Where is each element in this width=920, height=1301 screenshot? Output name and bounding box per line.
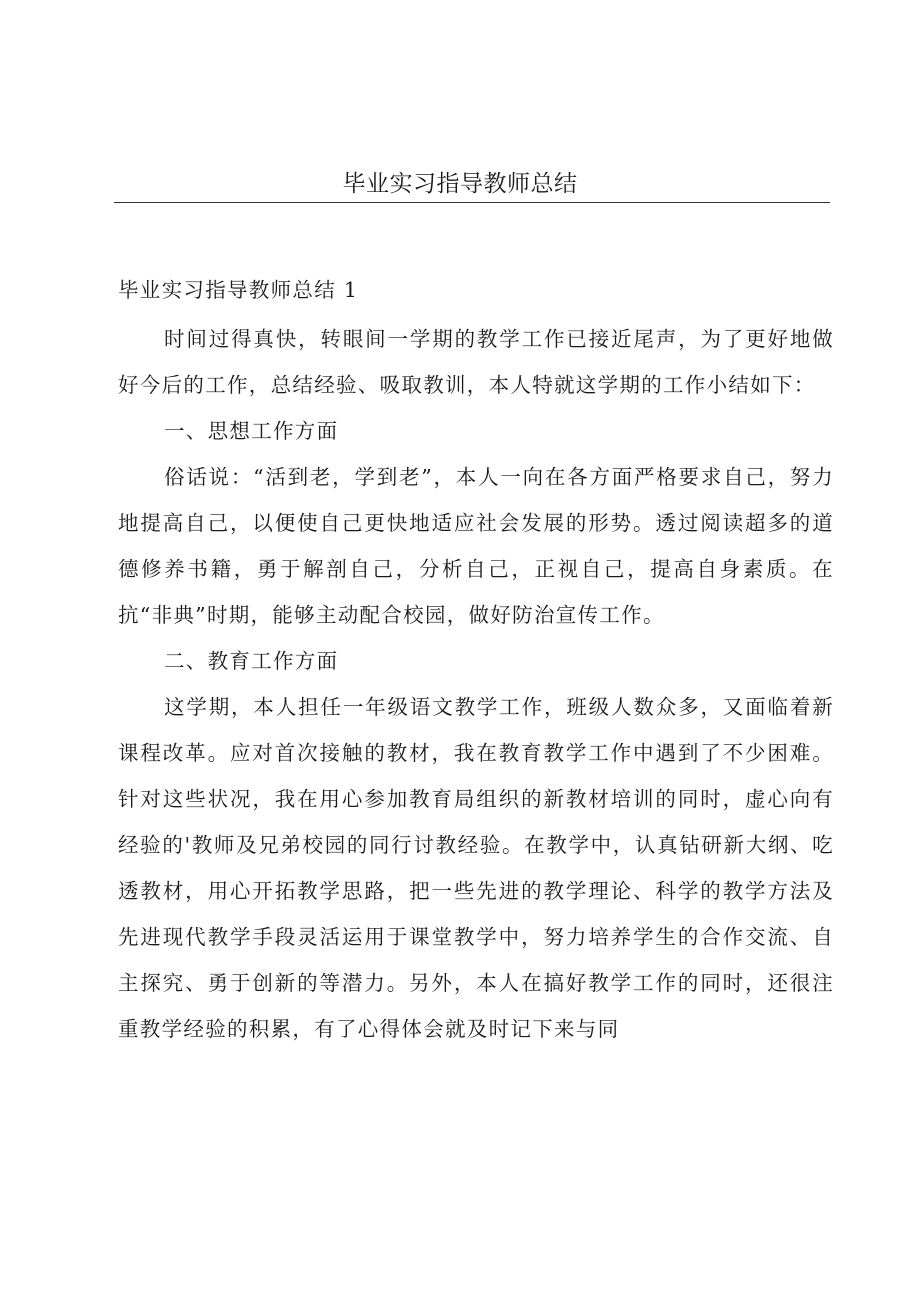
- section-subtitle: 毕业实习指导教师总结 1: [118, 278, 359, 302]
- title-underline-divider: [114, 202, 830, 203]
- section-heading-education: 二、教育工作方面: [164, 649, 339, 673]
- education-paragraph: 这学期，本人担任一年级语文教学工作，班级人数众多，又面临着新课程改革。应对首次接触的教材，我在教育教学工作中遇到了不少困难。针对这些状况，我在用心参加教育局组织的新教材培训的同时，虚心向有经验的'教师及兄弟校园的同行讨教经验。在教学中，认真钻研新大纲、吃透教材，用心开拓教学思路，把一些先进的教学理论、科学的教学方法及先进现代教学手段灵活运用于课堂教学中，努力培养学生的合作交流、自主探究、勇于创新的等潜力。另外，本人在搞好教学工作的同时，还很注重教学经验的积累，有了心得体会就及时记下来与同: [118, 695, 834, 1041]
- thought-paragraph: 俗话说：“活到老，学到老”，本人一向在各方面严格要求自己，努力地提高自己，以便使自己更快地适应社会发展的形势。透过阅读超多的道德修养书籍，勇于解剖自己，分析自己，正视自己，提高自身素质。在抗“非典”时期，能够主动配合校园，做好防治宣传工作。: [118, 465, 834, 627]
- intro-paragraph: 时间过得真快，转眼间一学期的教学工作已接近尾声，为了更好地做好今后的工作，总结经验、吸取教训，本人特就这学期的工作小结如下：: [118, 327, 834, 397]
- document-body: [118, 270, 834, 1052]
- document-title: 毕业实习指导教师总结: [342, 171, 578, 197]
- section-heading-thought: 一、思想工作方面: [164, 419, 339, 443]
